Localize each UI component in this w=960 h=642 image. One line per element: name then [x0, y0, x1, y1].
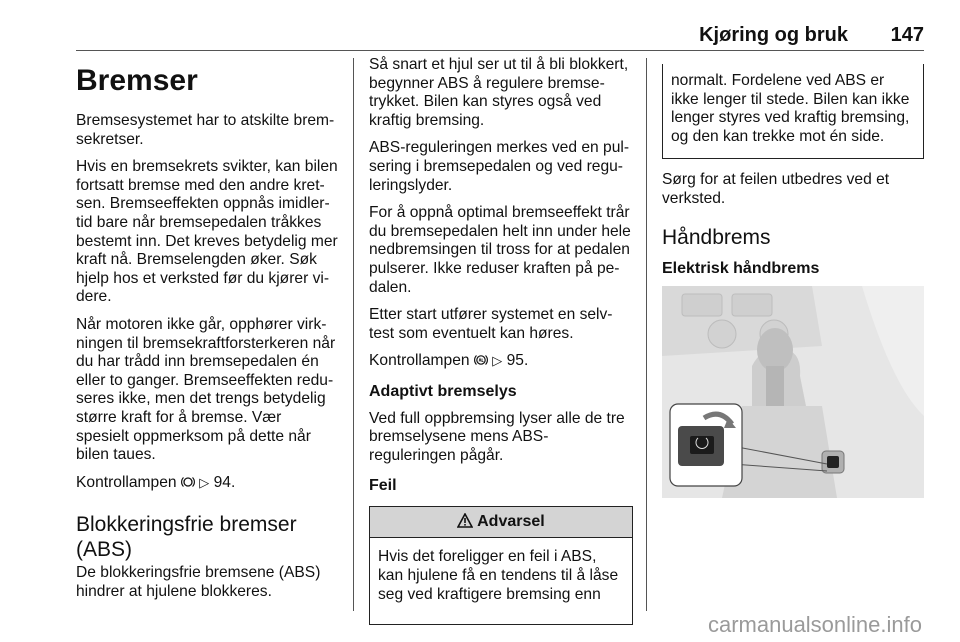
- column-1: [76, 56, 338, 610]
- control-lamp-ref: [76, 474, 338, 493]
- column-divider: [646, 58, 647, 611]
- warning-box-continued: [662, 64, 924, 159]
- console-illustration: [662, 286, 924, 498]
- page-number: 147: [890, 24, 924, 46]
- subheading-fault: Feil: [369, 477, 397, 495]
- paragraph: Når motoren ikke går, opphører virk-ningen til bremsekraftforsterkeren når du har trådd inn bremsepedalen én eller to ganger. Bremseeffekten redu-seres ikke, men det trengs betydelig større kraft for å bremse. Vær spesielt oppmerksom på dette når bilen taues.: [76, 315, 336, 464]
- paragraph: Ved full oppbremsing lyser alle de tre bremselysene mens ABS-reguleringen pågår.: [369, 409, 625, 464]
- paragraph: For å oppnå optimal bremseeffekt trår du bremsepedalen helt inn under hele nedbremsingen til tross for at pedalen pulserer. Ikke reduser kraften på pe-dalen.: [369, 204, 631, 296]
- paragraph: Etter start utfører systemet en selv-test som eventuelt kan høres.: [369, 306, 613, 342]
- paragraph: De blokkeringsfrie bremsene (ABS) hindrer at hjulene blokkeres.: [76, 564, 321, 600]
- page-ref-number: 94.: [213, 473, 236, 491]
- warning-box: [369, 506, 633, 625]
- paragraph: Bremsesystemet har to atskilte brem-sekretser.: [76, 112, 335, 148]
- warning-triangle-icon: [457, 513, 473, 528]
- subheading-electric-handbrake: Elektrisk håndbrems: [662, 259, 820, 277]
- paragraph: Hvis en bremsekrets svikter, kan bilen fortsatt bremse med den andre kret-sen. Bremseeffekten oppnås imidler-tid bare når bremsepedalen tråkkes bestemt inn. Det kreves betydelig mer kraft nå. Bremselengden øker. Søk hjelp hos et verksted før du kjører vi-dere.: [76, 158, 338, 306]
- paragraph: ABS-reguleringen merkes ved en pul-sering i bremsepedalen og ved regu-leringslyder.: [369, 139, 630, 194]
- brake-warning-icon: [181, 475, 195, 489]
- column-2: [369, 56, 633, 625]
- abs-warning-icon: [474, 353, 488, 367]
- control-lamp-label: Kontrollampen: [369, 352, 470, 370]
- warning-title: Advarsel: [477, 512, 545, 530]
- warning-text: Hvis det foreligger en feil i ABS, kan hjulene få en tendens til å låse seg ved kraftigere bremsing enn: [378, 548, 619, 603]
- watermark: carmanualsonline.info: [707, 612, 922, 637]
- handbrake-illustration: [662, 286, 924, 498]
- warning-header: [370, 507, 632, 539]
- paragraph: Så snart et hjul ser ut til å bli blokkert, begynner ABS å regulere bremse-trykket. Bilen kan styres også ved kraftig bremsing.: [369, 56, 629, 129]
- control-lamp-label: Kontrollampen: [76, 473, 177, 491]
- header-title: Kjøring og bruk: [699, 24, 848, 46]
- section-heading-bremser: Bremser: [76, 64, 198, 97]
- section-heading-abs: Blokkeringsfrie bremser (ABS): [76, 513, 297, 562]
- warning-text-continued: normalt. Fordelene ved ABS er ikke lenger til stede. Bilen kan ikke lenger styres ved kraftig bremsing, og den kan trekke mot én side.: [671, 72, 910, 145]
- page-ref-number: 95.: [506, 352, 529, 370]
- control-lamp-ref: [369, 352, 633, 371]
- subheading-adaptive-brake-light: Adaptivt bremselys: [369, 382, 517, 400]
- column-divider: [353, 58, 354, 611]
- column-3: [662, 56, 924, 498]
- page-header: [76, 0, 924, 51]
- paragraph: Sørg for at feilen utbedres ved et verksted.: [662, 171, 890, 207]
- section-heading-handbrake: Håndbrems: [662, 225, 771, 249]
- page-ref-arrow-icon: ▷: [199, 474, 210, 490]
- page-ref-arrow-icon: ▷: [492, 353, 503, 369]
